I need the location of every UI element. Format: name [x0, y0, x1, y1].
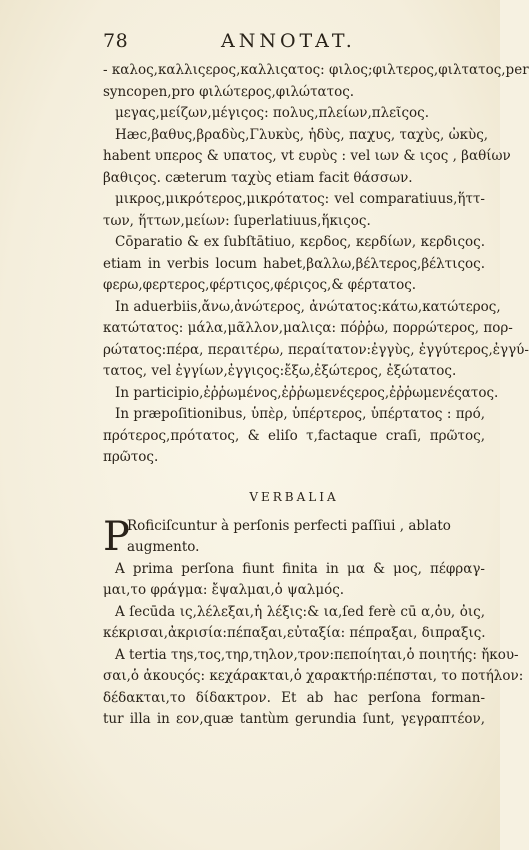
drop-cap-paragraph	[103, 513, 485, 560]
text-line: σαι,ὁ ἀκουςός: κεχάρακται,ὁ χαρακτήρ:πέπσται, το ποτήλον:	[103, 668, 524, 684]
text-line: augmento.	[127, 539, 200, 555]
text-line: δέδακται,το δίδακτρον. Et ab hac perſona forman-	[103, 689, 485, 706]
text-line: In præpoſitionibus, ὑπὲρ, ὑπέρτερος, ὑπέρτατος : πρό,	[115, 406, 485, 422]
text-line: In participio,ἐῤῥωμένος,ἐῤῥωμενέςερος,ἐῤῥωμενέςατος.	[115, 384, 499, 401]
text-line: tur illa in εον,quæ tantùm gerundia ſunt, γεγραπτέον,	[103, 711, 485, 727]
text-line: φερω,φερτερος,φέρτιςος,φέριςος,& φέρτατος.	[103, 277, 417, 293]
text-line: A ſecūda ις,λέλεξαι,ἡ λέξις:& ια,ſed ferè cū α,ὀυ, ὀις,	[115, 603, 485, 620]
text-line: A tertia τηs,τος,τηρ,τηλον,τρον:πεποίηται,ὁ ποιητής: ἤκου-	[115, 646, 519, 663]
drop-cap-letter: P	[103, 513, 130, 560]
text-line: Cōparatio & ex ſubſtātiuo, κερδος, κερδίων, κερδιςος.	[115, 234, 485, 250]
page-number: 78	[103, 30, 129, 52]
text-line: βαθιςος. cæterum ταχὺς etiam facit θάσσων.	[103, 169, 413, 186]
text-line: habent υπερος & υπατος, vt ευρὺς : vel ιων & ιςος , βαθίων	[103, 148, 511, 164]
text-line: κατώτατος: μάλα,μᾶλλον,μαλιςα: πόῤῥω, πορρώτερος, πορ-	[103, 320, 513, 336]
running-title: ANNOTAT.	[221, 30, 356, 52]
text-line: των, ἥττων,μείων: ſuperlatiuus,ἥκιςος.	[103, 212, 371, 229]
text-line: μεγας,μείζων,μέγιςος: πολυς,πλείων,πλεῖςος.	[115, 105, 430, 121]
page-header	[103, 30, 483, 54]
text-line: etiam in verbis locum habet,βαλλω,βέλτερος,βέλτιςος.	[103, 255, 485, 272]
text-line: πρότερος,πρότατος, & eliſo τ,factaque craſi, πρῶτος,	[103, 427, 485, 444]
text-line: Roficiſcuntur à perſonis perfecti paſſiui , ablato	[127, 517, 451, 534]
text-line: κέκρισαι,ἀκρισία:πέπαξαι,εὐταξία: πέπραξαι, διπραξις.	[103, 625, 486, 641]
text-line: syncopen,pro φιλώτερος,φιλώτατος.	[103, 83, 355, 100]
text-line: μικρος,μικρότερος,μικρότατος: vel comparatiuus,ἥττ-	[115, 191, 485, 207]
text-line: In aduerbiis,ἄνω,ἀνώτερος, ἀνώτατος:κάτω,κατώτερος,	[115, 298, 501, 315]
text-line: Hæc,βαθυς,βραδὺς,Γλυκὺς, ἡδὺς, παχυς, ταχὺς, ὠκὺς,	[115, 126, 489, 143]
text-block-comparatives	[103, 60, 529, 469]
text-block-verbalia	[103, 559, 524, 731]
text-line: - καλος,καλλιςερος,καλλιςατος: φιλος;φιλτερος,φιλτατος,per	[103, 62, 529, 78]
text-line: μαι,το φράγμα: ἔψαλμαι,ὁ ψαλμός.	[103, 582, 345, 598]
section-title: VERBALIA	[249, 489, 339, 504]
text-line: πρῶτος.	[103, 449, 159, 465]
text-line: τατος, vel ἐγγίων,ἐγγιςος:ἔξω,ἐξώτερος, ἐξώτατος.	[103, 363, 457, 379]
text-line: ρώτατος:πέρα, περαιτέρω, περαίτατον:ἐγγὺς, ἐγγύτερος,ἐγγύ-	[103, 341, 529, 358]
text-line: A prima perſona fiunt finita in μα & μος, πέφραγ-	[115, 560, 485, 577]
page-body	[103, 60, 529, 731]
